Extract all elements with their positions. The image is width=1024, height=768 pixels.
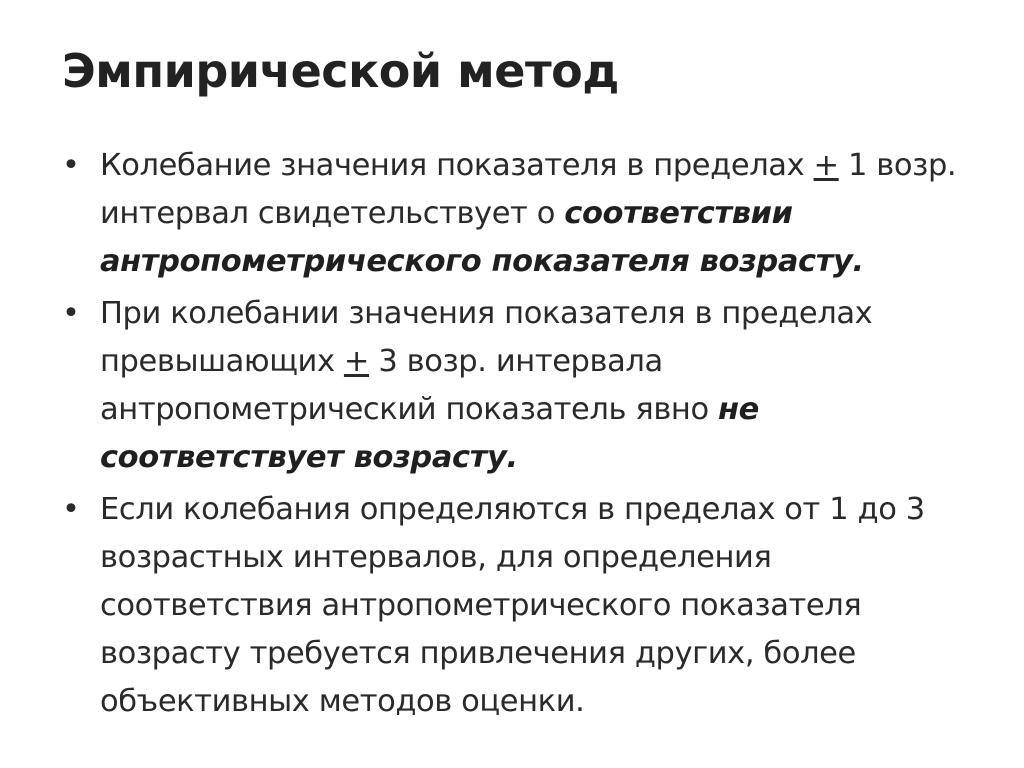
bullet-list — [62, 142, 962, 730]
plus-minus-sign: + — [813, 148, 839, 183]
bullet-item-1 — [62, 142, 962, 286]
bullet-1-text-part1: Колебание значения показателя в пределах — [100, 148, 814, 183]
bullet-dot-icon: • — [62, 148, 80, 183]
slide-title: Эмпирической метод — [62, 44, 619, 98]
bullet-2-text-part1: При колебании значения показателя в пределах превышающих — [100, 296, 873, 379]
bullet-2-text-part2: 3 возр. интервала антропометрический показатель явно — [100, 344, 718, 427]
bullet-dot-icon: • — [62, 492, 80, 527]
bullet-3-text: Если колебания определяются в пределах от 1 до 3 возрастных интервалов, для определения соответствия антропометрического показателя возрасту требуется привлечения других, более объективных методов оценки. — [100, 492, 925, 719]
bullet-dot-icon: • — [62, 296, 80, 331]
plus-minus-sign: + — [343, 344, 370, 379]
bullet-1-text-part2: 1 возр. интервал свидетельствует о — [100, 148, 957, 231]
bullet-1-emphasis: соответствии антропометрического показателя возрасту. — [100, 196, 864, 279]
bullet-item-2 — [62, 290, 962, 482]
bullet-2-emphasis: не соответствует возрасту. — [100, 392, 759, 475]
bullet-item-3 — [62, 486, 962, 726]
